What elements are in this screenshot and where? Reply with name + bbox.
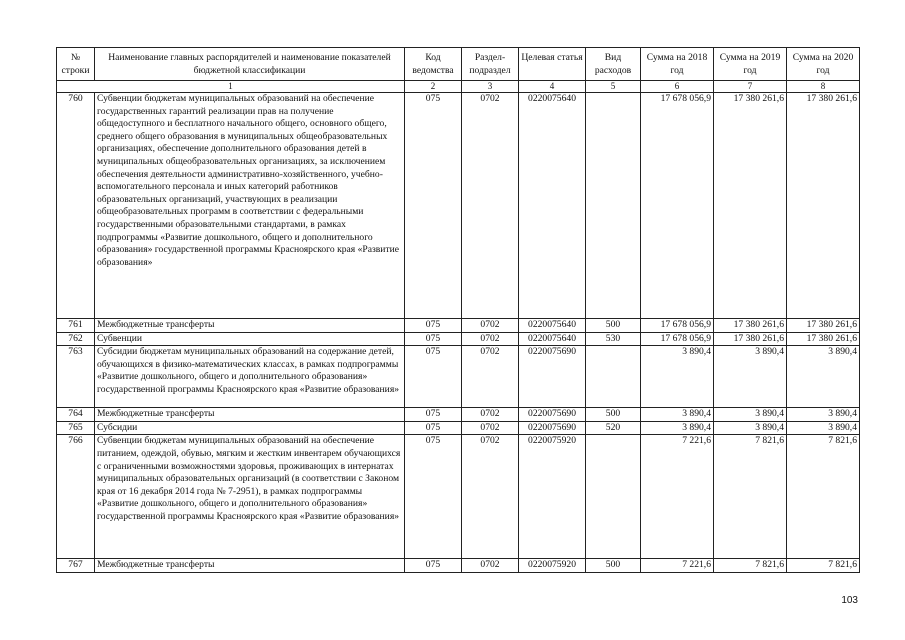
row-sum-2018: 17 678 056,9 [641,93,714,319]
row-sum-2018: 17 678 056,9 [641,332,714,346]
header-name: Наименование главных распорядителей и наименование показателей бюджетной классификации [95,48,405,81]
row-dept-code: 075 [405,408,462,422]
row-name: Межбюджетные трансферты [95,559,405,573]
row-dept-code: 075 [405,346,462,408]
row-sum-2020: 3 890,4 [787,421,860,435]
page-number: 103 [841,595,858,606]
column-number-row [57,81,860,93]
row-name: Субвенции бюджетам муниципальных образований на обеспечение питанием, одеждой, обувью, мягким и жестким инвентарем обучающихся с ограниченными возможностями здоровья, проживающих в интернатах муниципальных образовательных организаций (в соответствии с Законом края от 16 декабря 2014 года № 7-2951), в рамках подпрограммы «Развитие дошкольного, общего и дополнительного образования» государственной программы Красноярского края «Развитие образования» [95,435,405,559]
header-target-article: Целевая статья [519,48,586,81]
column-number-1: 1 [57,81,405,93]
header-sum-2020: Сумма на 2020 год [787,48,860,81]
row-name: Межбюджетные трансферты [95,408,405,422]
row-dept-code: 075 [405,559,462,573]
row-section: 0702 [462,559,519,573]
column-number-2: 2 [405,81,462,93]
row-no: 766 [57,435,95,559]
header-sum-2018: Сумма на 2018 год [641,48,714,81]
row-target-article: 0220075640 [519,332,586,346]
table-row [57,559,860,573]
row-dept-code: 075 [405,93,462,319]
row-target-article: 0220075640 [519,319,586,333]
row-expense-type [586,435,641,559]
row-name: Межбюджетные трансферты [95,319,405,333]
row-sum-2019: 3 890,4 [714,346,787,408]
row-expense-type [586,93,641,319]
row-no: 760 [57,93,95,319]
column-number-4: 4 [519,81,586,93]
row-expense-type: 500 [586,559,641,573]
row-no: 761 [57,319,95,333]
row-sum-2019: 17 380 261,6 [714,332,787,346]
table-row [57,93,860,319]
row-sum-2018: 7 221,6 [641,435,714,559]
table-row [57,319,860,333]
row-dept-code: 075 [405,421,462,435]
table-row [57,346,860,408]
row-name: Субсидии бюджетам муниципальных образований на содержание детей, обучающихся в физико-математических классах, в рамках подпрограммы «Развитие дошкольного, общего и дополнительного образования» государственной программы Красноярского края «Развитие образования» [95,346,405,408]
row-target-article: 0220075690 [519,408,586,422]
column-number-5: 5 [586,81,641,93]
row-sum-2020: 17 380 261,6 [787,319,860,333]
column-number-8: 8 [787,81,860,93]
row-sum-2019: 3 890,4 [714,408,787,422]
table-header-row [57,48,860,81]
row-sum-2019: 7 821,6 [714,435,787,559]
row-sum-2020: 7 821,6 [787,435,860,559]
row-target-article: 0220075690 [519,346,586,408]
row-section: 0702 [462,332,519,346]
row-section: 0702 [462,93,519,319]
row-no: 767 [57,559,95,573]
header-section: Раздел-подраздел [462,48,519,81]
row-sum-2019: 17 380 261,6 [714,93,787,319]
row-sum-2018: 17 678 056,9 [641,319,714,333]
row-section: 0702 [462,408,519,422]
row-no: 763 [57,346,95,408]
row-expense-type: 500 [586,408,641,422]
row-section: 0702 [462,435,519,559]
row-dept-code: 075 [405,435,462,559]
table-row [57,435,860,559]
row-target-article: 0220075920 [519,559,586,573]
table-row [57,421,860,435]
row-section: 0702 [462,421,519,435]
row-sum-2020: 17 380 261,6 [787,332,860,346]
row-expense-type: 530 [586,332,641,346]
header-dept-code: Код ведомства [405,48,462,81]
row-target-article: 0220075640 [519,93,586,319]
header-sum-2019: Сумма на 2019 год [714,48,787,81]
row-sum-2019: 17 380 261,6 [714,319,787,333]
column-number-6: 6 [641,81,714,93]
row-sum-2018: 7 221,6 [641,559,714,573]
row-sum-2019: 7 821,6 [714,559,787,573]
column-number-3: 3 [462,81,519,93]
budget-table [56,47,860,573]
row-sum-2020: 7 821,6 [787,559,860,573]
row-sum-2020: 3 890,4 [787,346,860,408]
row-sum-2018: 3 890,4 [641,346,714,408]
row-no: 764 [57,408,95,422]
column-number-7: 7 [714,81,787,93]
row-name: Субвенции [95,332,405,346]
row-expense-type: 520 [586,421,641,435]
row-dept-code: 075 [405,332,462,346]
row-sum-2018: 3 890,4 [641,408,714,422]
row-sum-2020: 17 380 261,6 [787,93,860,319]
row-sum-2019: 3 890,4 [714,421,787,435]
table-row [57,332,860,346]
row-no: 765 [57,421,95,435]
row-expense-type: 500 [586,319,641,333]
row-target-article: 0220075920 [519,435,586,559]
row-expense-type [586,346,641,408]
row-section: 0702 [462,319,519,333]
row-section: 0702 [462,346,519,408]
row-no: 762 [57,332,95,346]
row-name: Субвенции бюджетам муниципальных образований на обеспечение государственных гарантий реализации прав на получение общедоступного и бесплатного начального общего, основного общего, среднего общего образования в муниципальных общеобразовательных организациях, обеспечение дополнительного образования детей в муниципальных общеобразовательных организациях, за исключением обеспечения деятельности административно-хозяйственного, учебно-вспомогательного персонала и иных категорий работников образовательных организаций, участвующих в реализации общеобразовательных программ в соответствии с федеральными государственными образовательными стандартами, в рамках подпрограммы «Развитие дошкольного, общего и дополнительного образования» государственной программы Красноярского края «Развитие образования» [95,93,405,319]
header-row-no: № строки [57,48,95,81]
header-expense-type: Вид расходов [586,48,641,81]
row-sum-2018: 3 890,4 [641,421,714,435]
row-name: Субсидии [95,421,405,435]
row-sum-2020: 3 890,4 [787,408,860,422]
row-target-article: 0220075690 [519,421,586,435]
row-dept-code: 075 [405,319,462,333]
table-row [57,408,860,422]
